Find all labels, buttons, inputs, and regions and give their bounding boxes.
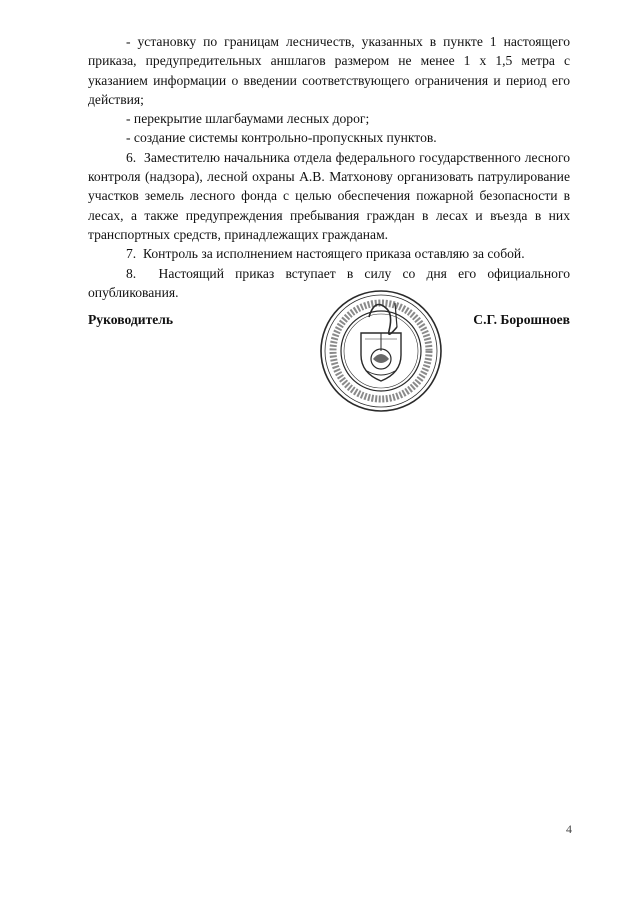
signatory-name: С.Г. Борошноев <box>473 312 570 327</box>
paragraph-signs: - установку по границам лесничеств, указанных в пункте 1 настоящего приказа, предупредительных аншлагов размером не менее 1 х 1,5 метра с указанием информации о введении соответствующего ограничения и период его действия; <box>88 34 570 107</box>
signatory-title: Руководитель <box>88 312 174 327</box>
signature-block <box>88 312 570 332</box>
paragraph-item-7: 7. Контроль за исполнением настоящего приказа оставляю за собой. <box>126 246 525 262</box>
document-body <box>88 32 570 302</box>
paragraph-barriers: - перекрытие шлагбаумами лесных дорог; <box>126 111 370 127</box>
paragraph-item-8: 8. Настоящий приказ вступает в силу со дня его официального опубликования. <box>88 265 570 300</box>
paragraph-item-6: 6. Заместителю начальника отдела федерального государственного лесного контроля (надзора), лесной охраны А.В. Матхонову организовать патрулирование участков земель лесного фонда с целью обеспечения пожарной безопасности в лесах, а также предупреждения пребывания граждан в лесах и въезда в них транспортных средств, принадлежащих гражданам. <box>88 149 570 242</box>
official-seal-icon <box>317 287 445 415</box>
paragraph-checkpoints: - создание системы контрольно-пропускных пунктов. <box>126 130 437 146</box>
page-number: 4 <box>566 822 572 836</box>
